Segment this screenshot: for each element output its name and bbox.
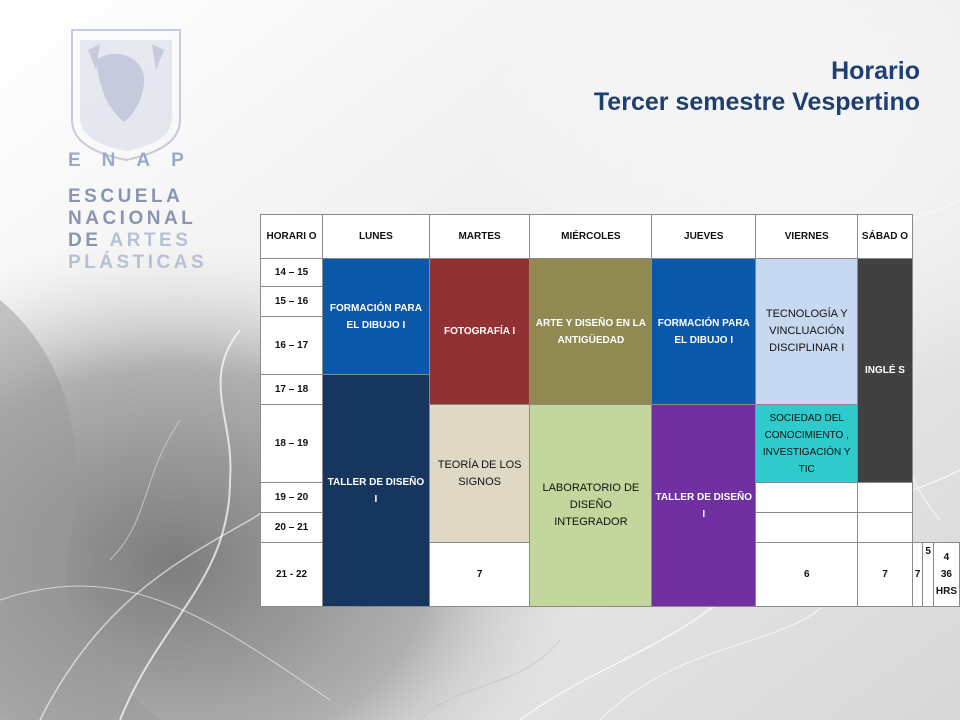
class-ingles: INGLÉ S (858, 259, 913, 483)
total-martes: 6 (756, 543, 858, 607)
logo-artes: ARTES (109, 230, 192, 251)
class-arte-diseno: ARTE Y DISEÑO EN LA ANTIGÜEDAD (530, 259, 652, 405)
schedule-table (260, 214, 960, 607)
total-viernes-value: 5 (925, 546, 931, 557)
class-taller-lunes: TALLER DE DISEÑO I (323, 375, 430, 607)
logo-line-2: NACIONAL (68, 208, 197, 229)
hour-18-19: 18 – 19 (261, 405, 323, 483)
empty-cell (756, 483, 858, 513)
total-jueves: 7 (912, 543, 923, 607)
total-miercoles: 7 (858, 543, 913, 607)
class-formacion-jueves: FORMACIÓN PARA EL DIBUJO I (652, 259, 756, 405)
logo-line-1: ESCUELA (68, 186, 184, 207)
class-fotografia: FOTOGRAFÍA I (429, 259, 530, 405)
class-laboratorio: LABORATORIO DE DISEÑO INTEGRADOR (530, 405, 652, 607)
logo-de: DE (68, 230, 110, 251)
class-tecnologia: TECNOLOGÍA Y VINCLUACIÓN DISCIPLINAR I (756, 259, 858, 405)
class-formacion-lunes: FORMACIÓN PARA EL DIBUJO I (323, 259, 430, 375)
header-jueves: JUEVES (652, 215, 756, 259)
title-line-2: Tercer semestre Vespertino (593, 88, 920, 116)
total-viernes (923, 543, 934, 607)
hour-21-22: 21 - 22 (261, 543, 323, 607)
class-sociedad: SOCIEDAD DEL CONOCIMIENTO , INVESTIGACIÓN Y TIC (756, 405, 858, 483)
total-hours-unit: HRS (935, 586, 957, 597)
hour-17-18: 17 – 18 (261, 375, 323, 405)
enap-logo (68, 150, 207, 274)
hour-15-16: 15 – 16 (261, 287, 323, 317)
header-sabado: SÁBAD O (858, 215, 913, 259)
logo-line-3 (68, 230, 207, 252)
header-horario: HORARI O (261, 215, 323, 259)
hour-16-17: 16 – 17 (261, 317, 323, 375)
total-lunes: 7 (429, 543, 530, 607)
total-sabado (933, 543, 959, 607)
header-lunes: LUNES (323, 215, 430, 259)
empty-cell (858, 483, 913, 513)
title-line-1: Horario (831, 57, 920, 85)
header-viernes: VIERNES (756, 215, 858, 259)
logo-line-4: PLÁSTICAS (68, 252, 208, 273)
empty-cell (858, 513, 913, 543)
total-sabado-value: 4 (943, 552, 950, 563)
page-title (594, 56, 920, 118)
hour-19-20: 19 – 20 (261, 483, 323, 513)
total-semester-hours: 36 (940, 569, 952, 580)
table-row (261, 259, 960, 287)
header-miercoles: MIÉRCOLES (530, 215, 652, 259)
class-teoria-signos: TEORÍA DE LOS SIGNOS (429, 405, 530, 543)
hour-20-21: 20 – 21 (261, 513, 323, 543)
empty-cell (756, 513, 858, 543)
hour-14-15: 14 – 15 (261, 259, 323, 287)
header-row (261, 215, 960, 259)
class-taller-jueves: TALLER DE DISEÑO I (652, 405, 756, 607)
header-martes: MARTES (429, 215, 530, 259)
logo-enap: ENAP (68, 150, 205, 171)
